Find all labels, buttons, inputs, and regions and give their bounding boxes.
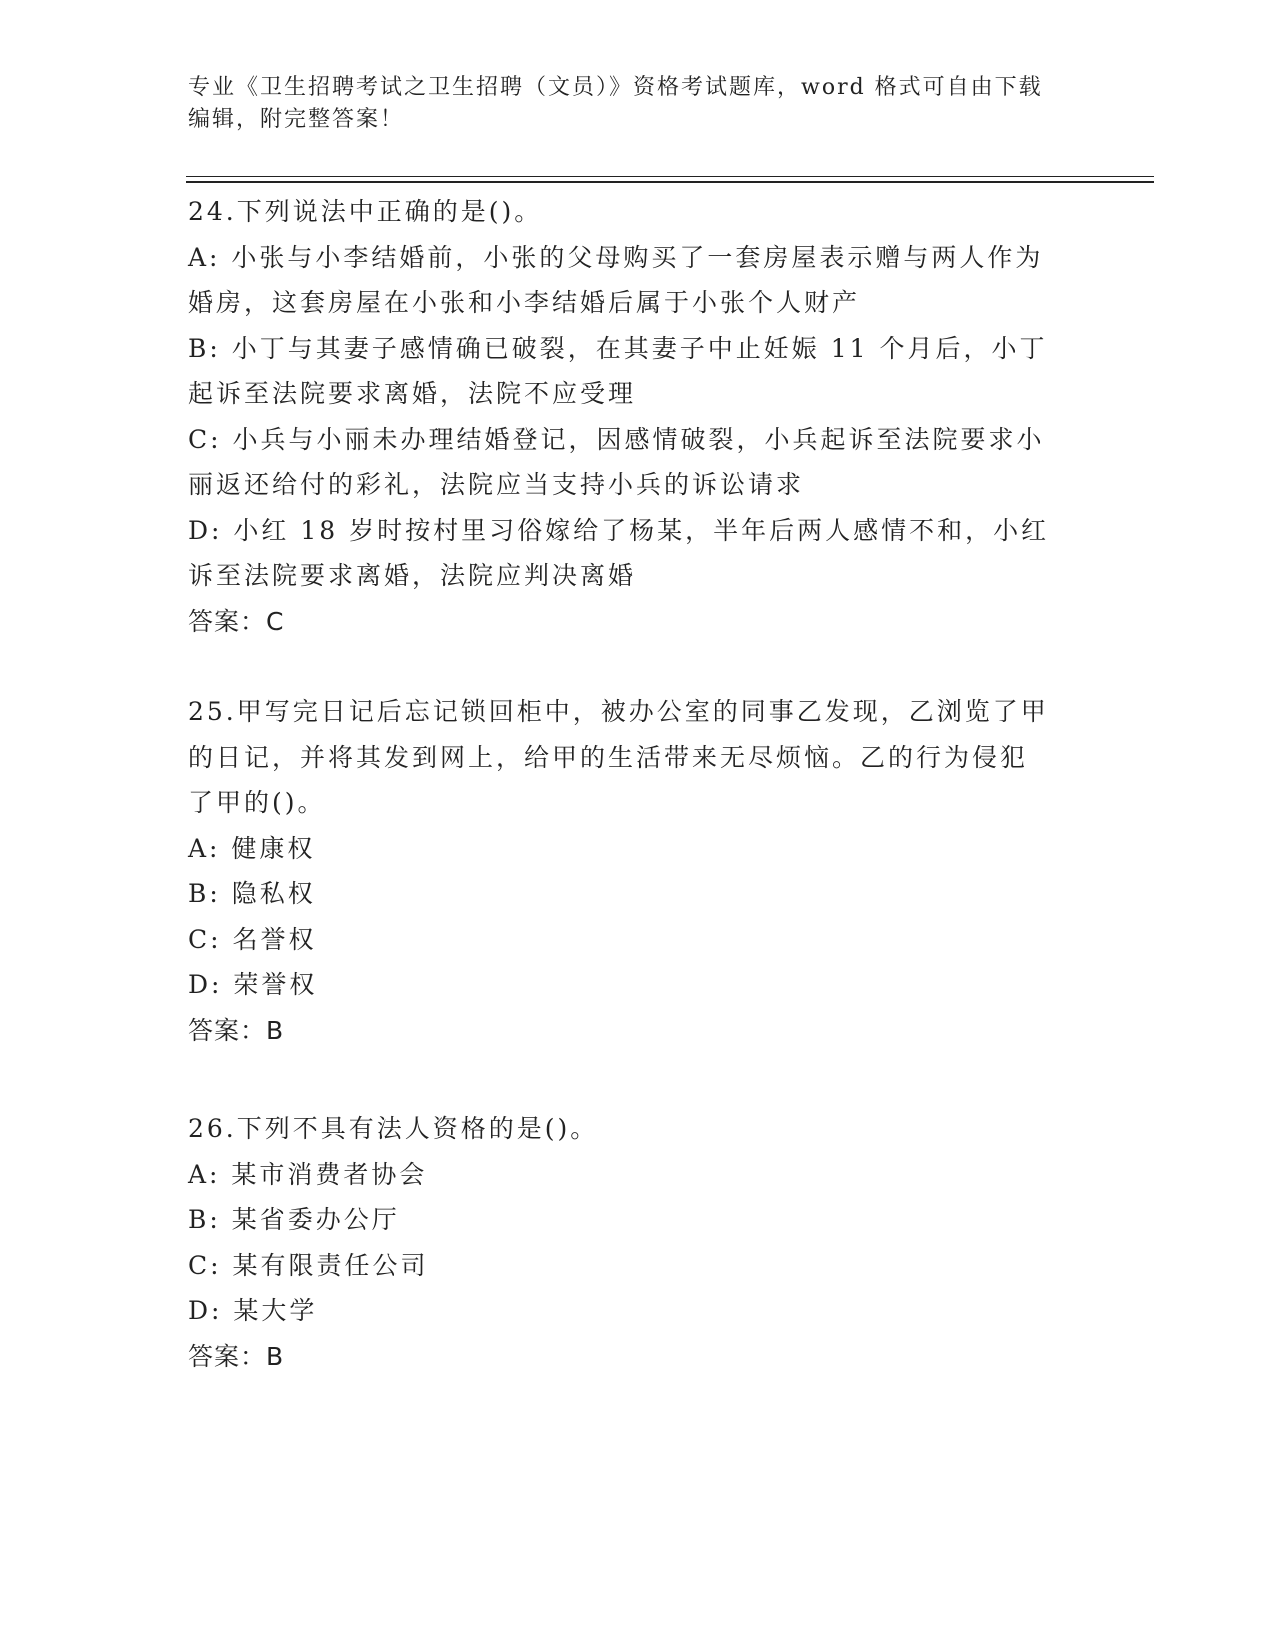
option-c-cont: 丽返还给付的彩礼，法院应当支持小兵的诉讼请求 xyxy=(188,470,805,499)
option-b-cont: 起诉至法院要求离婚，法院不应受理 xyxy=(188,379,637,408)
answer-label: 答案：B xyxy=(188,1015,285,1045)
option-d-cont: 诉至法院要求离婚，法院应判决离婚 xyxy=(188,561,637,590)
option-c: C: 小兵与小丽未办理结婚登记，因感情破裂，小兵起诉至法院要求小 xyxy=(188,424,1045,454)
option-d: D: 小红 18 岁时按村里习俗嫁给了杨某，半年后两人感情不和，小红 xyxy=(188,515,1050,545)
document-header xyxy=(188,72,1088,136)
question-stem-cont: 了甲的()。 xyxy=(188,788,326,817)
header-divider-thin xyxy=(186,176,1154,177)
option-c: C: 某有限责任公司 xyxy=(188,1250,429,1280)
question-26 xyxy=(188,1106,1068,1379)
option-a: A: 小张与小李结婚前，小张的父母购买了一套房屋表示赠与两人作为 xyxy=(188,242,1044,272)
option-b: B: 小丁与其妻子感情确已破裂，在其妻子中止妊娠 11 个月后，小丁 xyxy=(188,333,1048,363)
header-line: 编辑，附完整答案！ xyxy=(188,107,405,132)
option-d: D: 某大学 xyxy=(188,1296,318,1325)
answer-label: 答案：B xyxy=(188,1341,285,1371)
option-d: D: 荣誉权 xyxy=(188,970,318,999)
option-c: C: 名誉权 xyxy=(188,924,317,954)
question-stem: 25.甲写完日记后忘记锁回柜中，被办公室的同事乙发现，乙浏览了甲 xyxy=(188,697,1049,726)
question-stem: 24.下列说法中正确的是()。 xyxy=(188,197,543,226)
header-divider-thick xyxy=(186,181,1154,183)
option-b: B: 某省委办公厅 xyxy=(188,1205,400,1234)
answer-label: 答案：C xyxy=(188,606,285,636)
option-a: A: 某市消费者协会 xyxy=(188,1159,428,1189)
question-25 xyxy=(188,689,1068,1053)
question-stem-cont: 的日记，并将其发到网上，给甲的生活带来无尽烦恼。乙的行为侵犯 xyxy=(188,742,1029,772)
question-stem: 26.下列不具有法人资格的是()。 xyxy=(188,1114,599,1143)
option-b: B: 隐私权 xyxy=(188,879,316,908)
option-a: A: 健康权 xyxy=(188,833,316,863)
header-line: 专业《卫生招聘考试之卫生招聘（文员）》资格考试题库，word 格式可自由下载 xyxy=(188,75,1043,100)
question-24 xyxy=(188,189,1068,644)
option-a-cont: 婚房，这套房屋在小张和小李结婚后属于小张个人财产 xyxy=(188,288,861,317)
